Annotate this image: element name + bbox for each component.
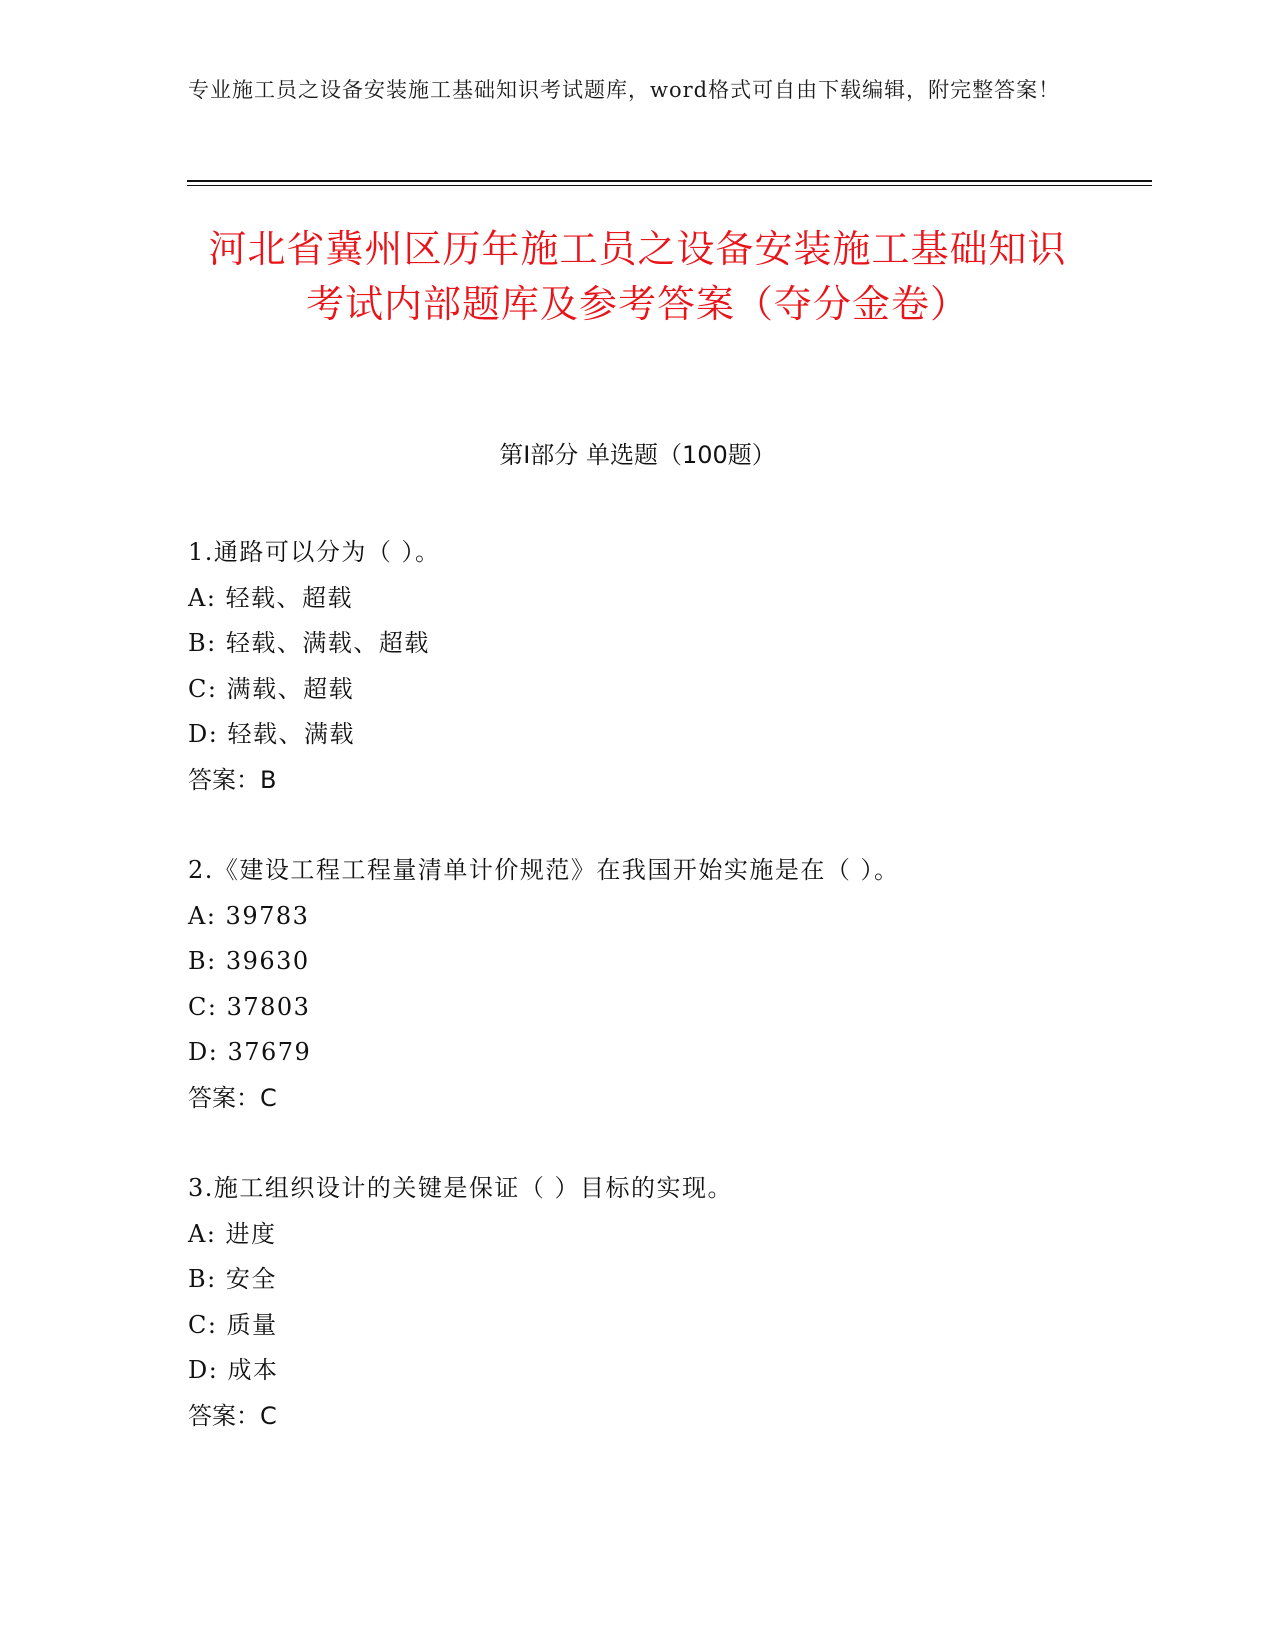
answer-label: 答案：C [188, 1401, 277, 1430]
question-list [188, 530, 1088, 1484]
option-b: B: 39630 [188, 947, 310, 975]
option-a: A: 轻载、超载 [188, 583, 354, 612]
header-divider [187, 180, 1152, 182]
option-a: A: 进度 [188, 1219, 277, 1248]
section-title: 第Ⅰ部分 单选题（100题） [499, 441, 776, 469]
option-c: C: 37803 [188, 992, 311, 1021]
option-b: B: 轻载、满载、超载 [188, 629, 430, 657]
option-d: D: 37679 [188, 1038, 312, 1066]
question-stem: 3.施工组织设计的关键是保证（ ）目标的实现。 [188, 1174, 734, 1202]
header-note: 专业施工员之设备安装施工基础知识考试题库，word格式可自由下载编辑，附完整答案！ [188, 78, 1061, 102]
document-title: 河北省冀州区历年施工员之设备安装施工基础知识考试内部题库及参考答案（夺分金卷） [208, 227, 1067, 326]
answer-label: 答案：B [188, 765, 277, 794]
question-item [188, 530, 1088, 803]
question-item [188, 848, 1088, 1121]
option-b: B: 安全 [188, 1265, 277, 1293]
option-c: C: 质量 [188, 1310, 278, 1339]
option-a: A: 39783 [188, 901, 310, 930]
answer-label: 答案：C [188, 1083, 277, 1112]
option-d: D: 成本 [188, 1356, 279, 1384]
question-stem: 1.通路可以分为（ ）。 [188, 538, 441, 566]
option-d: D: 轻载、满载 [188, 720, 355, 748]
question-stem: 2.《建设工程工程量清单计价规范》在我国开始实施是在（ ）。 [188, 856, 900, 884]
option-c: C: 满载、超载 [188, 674, 355, 703]
header-divider-thin [187, 185, 1152, 186]
question-item [188, 1166, 1088, 1439]
